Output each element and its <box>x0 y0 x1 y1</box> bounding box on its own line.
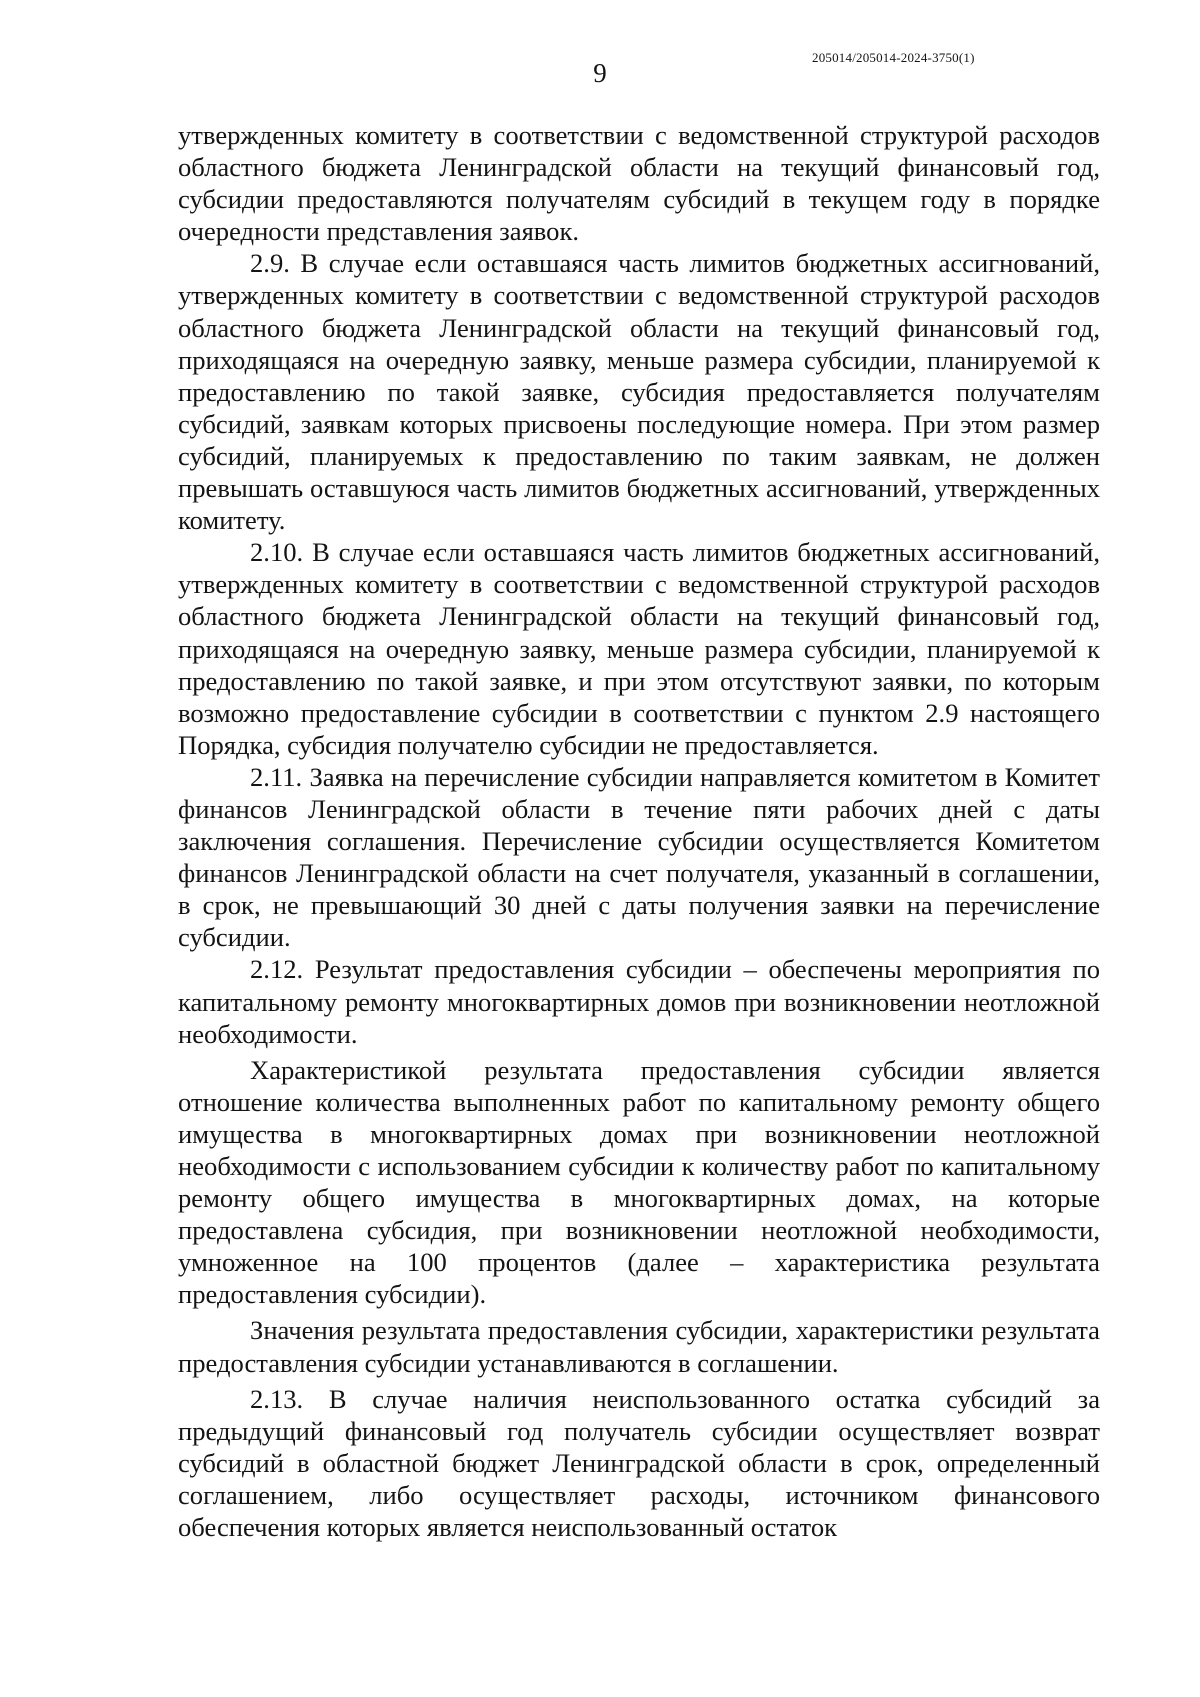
paragraph-2-12: 2.12. Результат предоставления субсидии – обеспечены мероприятия по капитальному ремонту многоквартирных домов при возникновении неотложной необходимости. <box>178 954 1100 1049</box>
paragraph-2-13: 2.13. В случае наличия неиспользованного остатка субсидий за предыдущий финансовый год получатель субсидии осуществляет возврат субсидий в областной бюджет Ленинградской области в срок, определенный соглашением, либо осуществляет расходы, источником финансового обеспечения которых является неиспользованный остаток <box>178 1383 1100 1543</box>
page-number: 9 <box>593 58 607 88</box>
document-body <box>178 119 1100 1543</box>
paragraph-2-11: 2.11. Заявка на перечисление субсидии направляется комитетом в Комитет финансов Ленинградской области в течение пяти рабочих дней с даты заключения соглашения. Перечисление субсидии осуществляется Комитетом финансов Ленинградской области на счет получателя, указанный в соглашении, в срок, не превышающий 30 дней с даты получения заявки на перечисление субсидии. <box>178 761 1100 953</box>
paragraph-result-characteristic: Характеристикой результата предоставления субсидии является отношение количества выполненных работ по капитальному ремонту общего имущества в многоквартирных домах при возникновении неотложной необходимости с использованием субсидии к количеству работ по капитальному ремонту общего имущества в многоквартирных домах, на которые предоставлена субсидия, при возникновении неотложной необходимости, умноженное на 100 процентов (далее – характеристика результата предоставления субсидии). <box>178 1054 1100 1310</box>
paragraph-continuation: утвержденных комитету в соответствии с ведомственной структурой расходов областного бюджета Ленинградской области на текущий финансовый год, субсидии предоставляются получателям субсидий в текущем году в порядке очередности представления заявок. <box>178 120 1100 247</box>
document-id: 205014/205014-2024-3750(1) <box>812 50 975 65</box>
paragraph-2-9: 2.9. В случае если оставшаяся часть лимитов бюджетных ассигнований, утвержденных комитету в соответствии с ведомственной структурой расходов областного бюджета Ленинградской области на текущий финансовый год, приходящаяся на очередную заявку, меньше размера субсидии, планируемой к предоставлению по такой заявке, субсидия предоставляется получателям субсидий, заявкам которых присвоены последующие номера. При этом размер субсидий, планируемых к предоставлению по таким заявкам, не должен превышать оставшуюся часть лимитов бюджетных ассигнований, утвержденных комитету. <box>178 248 1100 536</box>
paragraph-2-10: 2.10. В случае если оставшаяся часть лимитов бюджетных ассигнований, утвержденных комитету в соответствии с ведомственной структурой расходов областного бюджета Ленинградской области на текущий финансовый год, приходящаяся на очередную заявку, меньше размера субсидии, планируемой к предоставлению по такой заявке, и при этом отсутствуют заявки, по которым возможно предоставление субсидии в соответствии с пунктом 2.9 настоящего Порядка, субсидия получателю субсидии не предоставляется. <box>178 537 1100 760</box>
paragraph-result-values: Значения результата предоставления субсидии, характеристики результата предоставления субсидии устанавливаются в соглашении. <box>178 1315 1100 1378</box>
